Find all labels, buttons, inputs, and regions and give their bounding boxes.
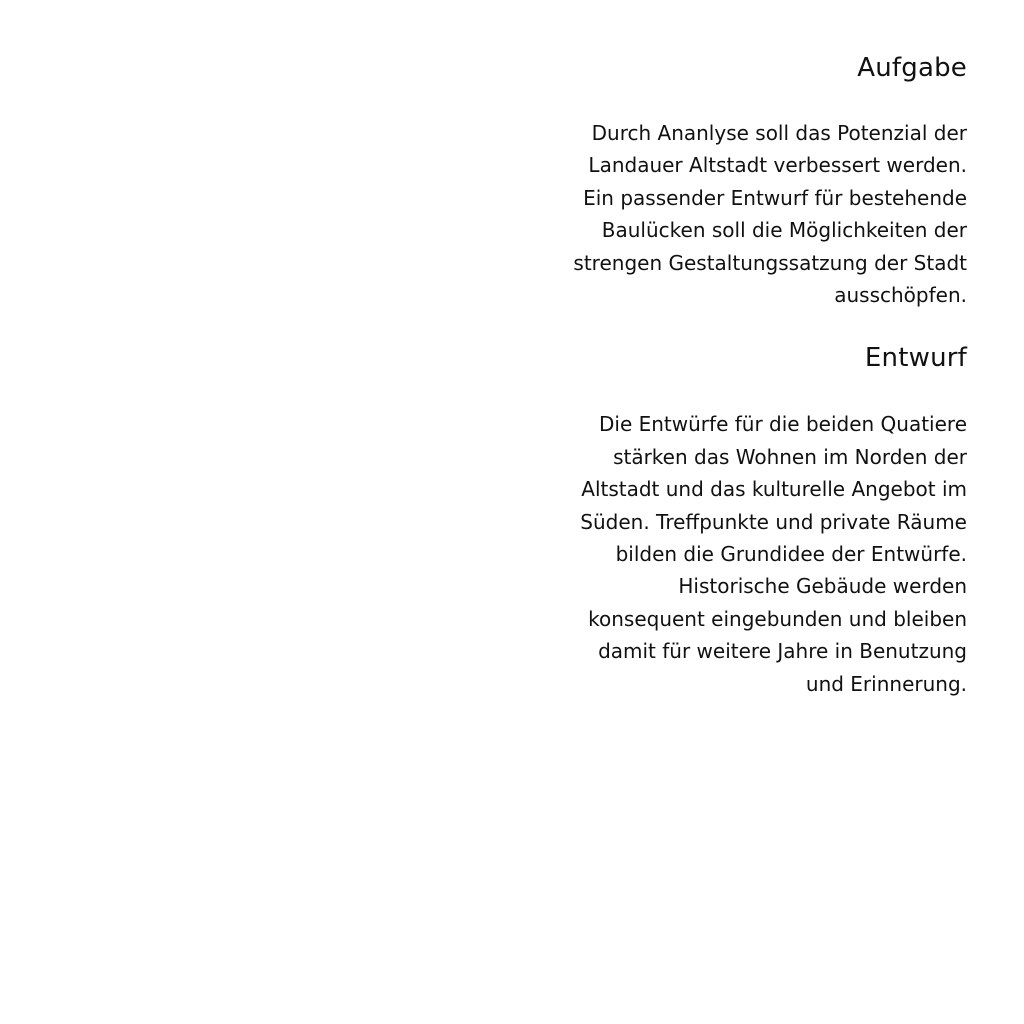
section-heading-aufgabe: Aufgabe xyxy=(857,53,967,83)
paragraph-line: Durch Ananlyse soll das Potenzial der xyxy=(591,121,967,145)
paragraph-line: Ein passender Entwurf für bestehende xyxy=(583,185,967,210)
paragraph-line: bilden die Grundidee der Entwürfe. xyxy=(615,542,967,567)
paragraph-line: Landauer Altstadt verbessert werden. xyxy=(588,153,967,178)
paragraph-line: Altstadt und das kulturelle Angebot im xyxy=(581,477,967,502)
section-heading-entwurf: Entwurf xyxy=(864,343,967,374)
paragraph-line: Historische Gebäude werden xyxy=(678,574,967,599)
paragraph-line: Die Entwürfe für die beiden Quatiere xyxy=(599,412,967,437)
section-paragraph-entwurf xyxy=(507,408,967,700)
paragraph-line: Baulücken soll die Möglichkeiten der xyxy=(601,218,967,243)
paragraph-line: Süden. Treffpunkte und private Räume xyxy=(580,509,967,534)
paragraph-line: strengen Gestaltungssatzung der Stadt xyxy=(573,250,967,275)
paragraph-line: und Erinnerung. xyxy=(805,671,967,696)
paragraph-line: damit für weitere Jahre in Benutzung xyxy=(598,639,967,664)
paragraph-line: konsequent eingebunden und bleiben xyxy=(588,606,967,631)
paragraph-line: ausschöpfen. xyxy=(834,283,967,308)
paragraph-line: stärken das Wohnen im Norden der xyxy=(613,444,967,469)
text-column xyxy=(507,50,967,700)
section-paragraph-aufgabe xyxy=(507,117,967,311)
